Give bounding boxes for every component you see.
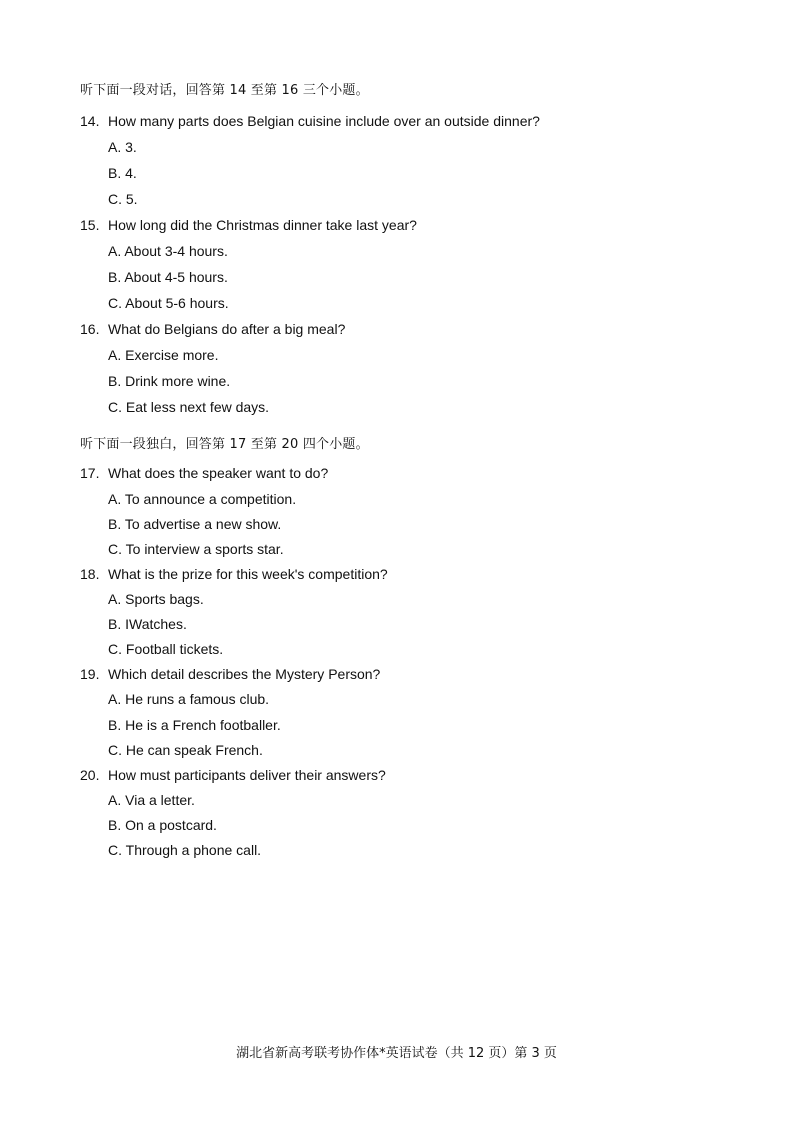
question-number: 19. <box>80 666 100 682</box>
question-text: Which detail describes the Mystery Person? <box>108 666 381 682</box>
option-20b: B. On a postcard. <box>108 817 217 833</box>
question-text: What do Belgians do after a big meal? <box>108 321 346 337</box>
option-17b: B. To advertise a new show. <box>108 516 282 532</box>
question-18 <box>80 565 388 583</box>
section-2-instruction: 听下面一段独白，回答第 17 至第 20 四个小题。 <box>80 437 369 452</box>
option-15c: C. About 5-6 hours. <box>108 295 229 311</box>
option-14b: B. 4. <box>108 165 137 181</box>
question-text: How many parts does Belgian cuisine include over an outside dinner? <box>108 113 540 129</box>
question-14 <box>80 112 540 130</box>
option-18b: B. IWatches. <box>108 616 187 632</box>
question-number: 20. <box>80 767 100 783</box>
option-16a: A. Exercise more. <box>108 347 219 363</box>
question-19 <box>80 665 380 683</box>
question-number: 18. <box>80 566 100 582</box>
question-20 <box>80 766 386 784</box>
option-14c: C. 5. <box>108 191 138 207</box>
option-16c: C. Eat less next few days. <box>108 399 270 415</box>
section-1-instruction: 听下面一段对话，回答第 14 至第 16 三个小题。 <box>80 83 369 98</box>
question-number: 17. <box>80 465 100 481</box>
question-number: 15. <box>80 217 100 233</box>
question-16 <box>80 320 345 338</box>
question-number: 16. <box>80 321 100 337</box>
option-17a: A. To announce a competition. <box>108 491 297 507</box>
option-15b: B. About 4-5 hours. <box>108 269 228 285</box>
option-14a: A. 3. <box>108 139 137 155</box>
question-text: What is the prize for this week's competition? <box>108 566 388 582</box>
question-17 <box>80 464 328 482</box>
option-19c: C. He can speak French. <box>108 742 263 758</box>
option-19a: A. He runs a famous club. <box>108 691 270 707</box>
option-17c: C. To interview a sports star. <box>108 541 284 557</box>
option-20c: C. Through a phone call. <box>108 842 262 858</box>
option-18c: C. Football tickets. <box>108 641 224 657</box>
question-15 <box>80 216 417 234</box>
question-number: 14. <box>80 113 100 129</box>
option-19b: B. He is a French footballer. <box>108 717 281 733</box>
question-text: How must participants deliver their answers? <box>108 767 386 783</box>
option-18a: A. Sports bags. <box>108 591 204 607</box>
option-15a: A. About 3-4 hours. <box>108 243 228 259</box>
option-16b: B. Drink more wine. <box>108 373 231 389</box>
question-text: What does the speaker want to do? <box>108 465 329 481</box>
question-text: How long did the Christmas dinner take last year? <box>108 217 417 233</box>
option-20a: A. Via a letter. <box>108 792 195 808</box>
page-footer: 湖北省新高考联考协作体*英语试卷（共 12 页）第 3 页 <box>236 1046 557 1061</box>
